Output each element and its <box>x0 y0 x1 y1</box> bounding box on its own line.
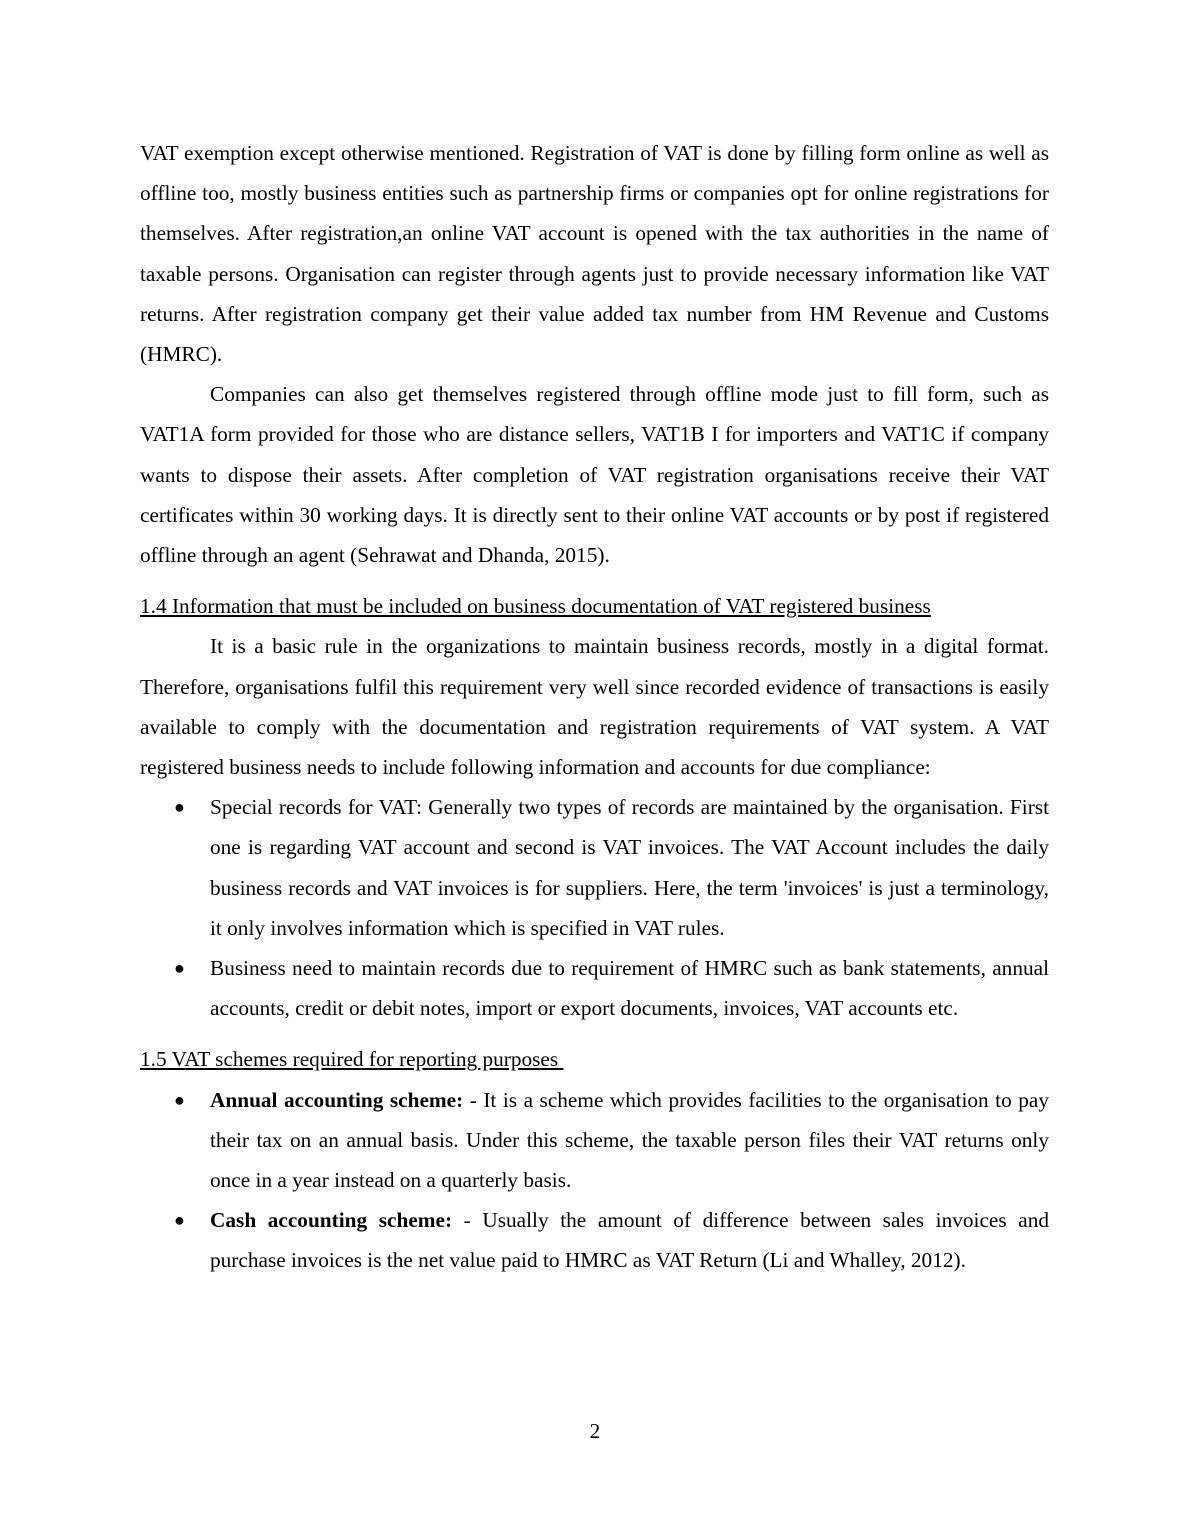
document-page <box>140 133 1049 1281</box>
list-item-text: Special records for VAT: Generally two types of records are maintained by the organisation. First one is regarding VAT account and second is VAT invoices. The VAT Account includes the daily business records and VAT invoices is for suppliers. Here, the term 'invoices' is just a terminology, it only involves information which is specified in VAT rules. <box>210 795 1049 940</box>
list-item <box>140 1080 1049 1201</box>
bullet-icon: ● <box>174 958 185 979</box>
list-item-text: - It is a scheme which provides facilities to the organisation to pay their tax on an annual basis. Under this scheme, the taxable person files their VAT returns only once in a year instead on a quarterly basis. <box>210 1087 1049 1193</box>
term: Cash accounting scheme: <box>210 1208 453 1233</box>
list-item <box>140 948 1049 1028</box>
bullet-icon: ● <box>174 1210 185 1231</box>
list-item-text: - Usually the amount of difference between sales invoices and purchase invoices is the net value paid to HMRC as VAT Return (Li and Whalley, 2012). <box>210 1208 1049 1273</box>
list-item <box>140 787 1049 948</box>
section-heading-1-4: 1.4 Information that must be included on business documentation of VAT registered business <box>140 594 931 619</box>
paragraph: VAT exemption except otherwise mentioned. Registration of VAT is done by filling form online as well as offline too, mostly business entities such as partnership firms or companies opt for online registrations for themselves. After registration,an online VAT account is opened with the tax authorities in the name of taxable persons. Organisation can register through agents just to provide necessary information like VAT returns. After registration company get their value added tax number from HM Revenue and Customs (HMRC). <box>140 141 1049 367</box>
page-number: 2 <box>589 1419 601 1443</box>
paragraph: It is a basic rule in the organizations to maintain business records, mostly in a digital format. Therefore, organisations fulfil this requirement very well since recorded evidence of transactions is easily available to comply with the documentation and registration requirements of VAT system. A VAT registered business needs to include following information and accounts for due compliance: <box>140 634 1049 780</box>
list-item <box>140 1200 1049 1280</box>
bullet-list <box>140 1080 1049 1281</box>
section-heading-1-5: 1.5 VAT schemes required for reporting purposes <box>140 1047 564 1072</box>
bullet-icon: ● <box>174 1089 185 1110</box>
term: Annual accounting scheme: <box>210 1087 464 1112</box>
list-item-text: Business need to maintain records due to requirement of HMRC such as bank statements, annual accounts, credit or debit notes, import or export documents, invoices, VAT accounts etc. <box>210 956 1049 1021</box>
paragraph: Companies can also get themselves registered through offline mode just to fill form, such as VAT1A form provided for those who are distance sellers, VAT1B I for importers and VAT1C if company wants to dispose their assets. After completion of VAT registration organisations receive their VAT certificates within 30 working days. It is directly sent to their online VAT accounts or by post if registered offline through an agent (Sehrawat and Dhanda, 2015). <box>140 382 1049 568</box>
bullet-icon: ● <box>174 797 185 818</box>
bullet-list <box>140 787 1049 1028</box>
